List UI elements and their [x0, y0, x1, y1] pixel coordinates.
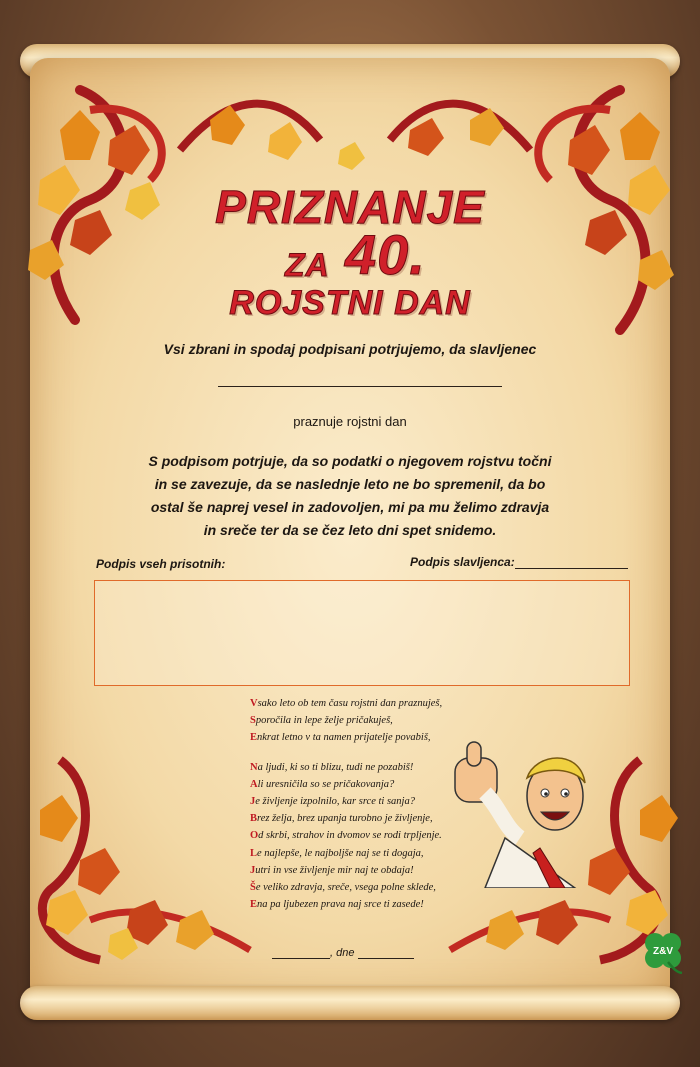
poem-line [250, 845, 442, 862]
poem-initial: O [250, 830, 259, 842]
poem-line [250, 729, 442, 746]
poem-text: rez želja, brez upanja turobno je življenje, [257, 813, 433, 825]
paragraph-line: in sreče ter da se čez leto dni spet snidemo. [203, 522, 497, 538]
poem-initial: J [250, 864, 256, 876]
praznuje-text: praznuje rojstni dan [293, 414, 407, 429]
acrostic-poem [250, 695, 442, 913]
poem-initial: J [250, 796, 256, 808]
title-za: ZA [285, 247, 330, 283]
poem-text: poročila in lepe želje pričakuješ, [255, 715, 393, 727]
date-row [272, 946, 414, 959]
celebrant-signature-label: Podpis slavljenca: [410, 555, 515, 569]
signature-box[interactable] [94, 580, 630, 686]
poem-text: e življenje izpolnilo, kar srce ti sanja? [255, 796, 415, 808]
lead-text: Vsi zbrani in spodaj podpisani potrjujemo, da slavljenec [163, 341, 537, 357]
poem-initial: B [250, 813, 258, 825]
celebrant-name-line[interactable] [218, 386, 502, 387]
poem-initial: E [250, 732, 258, 744]
poem-line [250, 712, 442, 729]
poem-line [250, 793, 442, 810]
poem-line [250, 827, 442, 844]
dne-label: , dne [330, 947, 355, 959]
poem-line [250, 695, 442, 712]
autumn-leaves-decoration-top-center [170, 80, 540, 190]
all-present-signature-label: Podpis vseh prisotnih: [96, 557, 226, 571]
title-priznanje: PRIZNANJE [215, 181, 485, 233]
confirmation-paragraph [0, 450, 700, 542]
thumbs-up-man-illustration [445, 738, 595, 888]
paragraph-line: S podpisom potrjuje, da so podatki o njegovem rojstvu točni [148, 453, 552, 469]
place-line[interactable] [272, 946, 330, 959]
scroll-bottom-roll [20, 986, 680, 1020]
poem-text: e najlepše, le najboljše naj se ti dogaja, [257, 847, 424, 859]
poem-text: sako leto ob tem času rojstni dan praznuješ, [257, 698, 443, 709]
poem-line [250, 776, 442, 793]
poem-text: li uresničila so se pričakovanja? [257, 778, 395, 790]
paragraph-line: ostal še naprej vesel in zadovoljen, mi pa mu želimo zdravja [150, 499, 550, 515]
paragraph-line: in se zavezuje, da se naslednje leto ne bo spremenil, da bo [154, 476, 546, 492]
logo-text: Z&V [653, 946, 673, 957]
poem-text: a ljudi, ki so ti blizu, tudi ne pozabiš! [257, 761, 414, 773]
title-rojstni-dan: ROJSTNI DAN [229, 284, 471, 322]
poem-line [250, 759, 442, 776]
poem-initial: V [250, 698, 258, 709]
poem-line [250, 896, 442, 913]
poem-line [250, 862, 442, 879]
poem-initial: S [250, 715, 256, 727]
poem-text: utri in vse življenje mir naj te obdaja! [255, 864, 414, 876]
poem-initial: E [250, 899, 258, 911]
poem-text: e veliko zdravja, sreče, vsega polne sklede, [255, 882, 436, 894]
poem-text: d skrbi, strahov in dvomov se rodi trpljenje. [258, 830, 442, 842]
poem-initial: A [250, 778, 258, 790]
autumn-leaves-decoration-bottom-left [20, 750, 260, 970]
poem-line [250, 810, 442, 827]
title-number: 40. [345, 223, 426, 286]
poem-initial: N [250, 761, 258, 773]
celebrant-signature-line[interactable] [515, 568, 628, 569]
poem-text: na pa ljubezen prava naj srce ti zasede! [257, 899, 424, 911]
clover-logo-icon [638, 928, 688, 974]
poem-initial: L [250, 847, 258, 859]
poem-line [250, 879, 442, 896]
date-line[interactable] [358, 946, 414, 959]
poem-text: nkrat letno v ta namen prijatelje povabiš, [257, 732, 431, 744]
poem-initial: Š [250, 882, 256, 894]
